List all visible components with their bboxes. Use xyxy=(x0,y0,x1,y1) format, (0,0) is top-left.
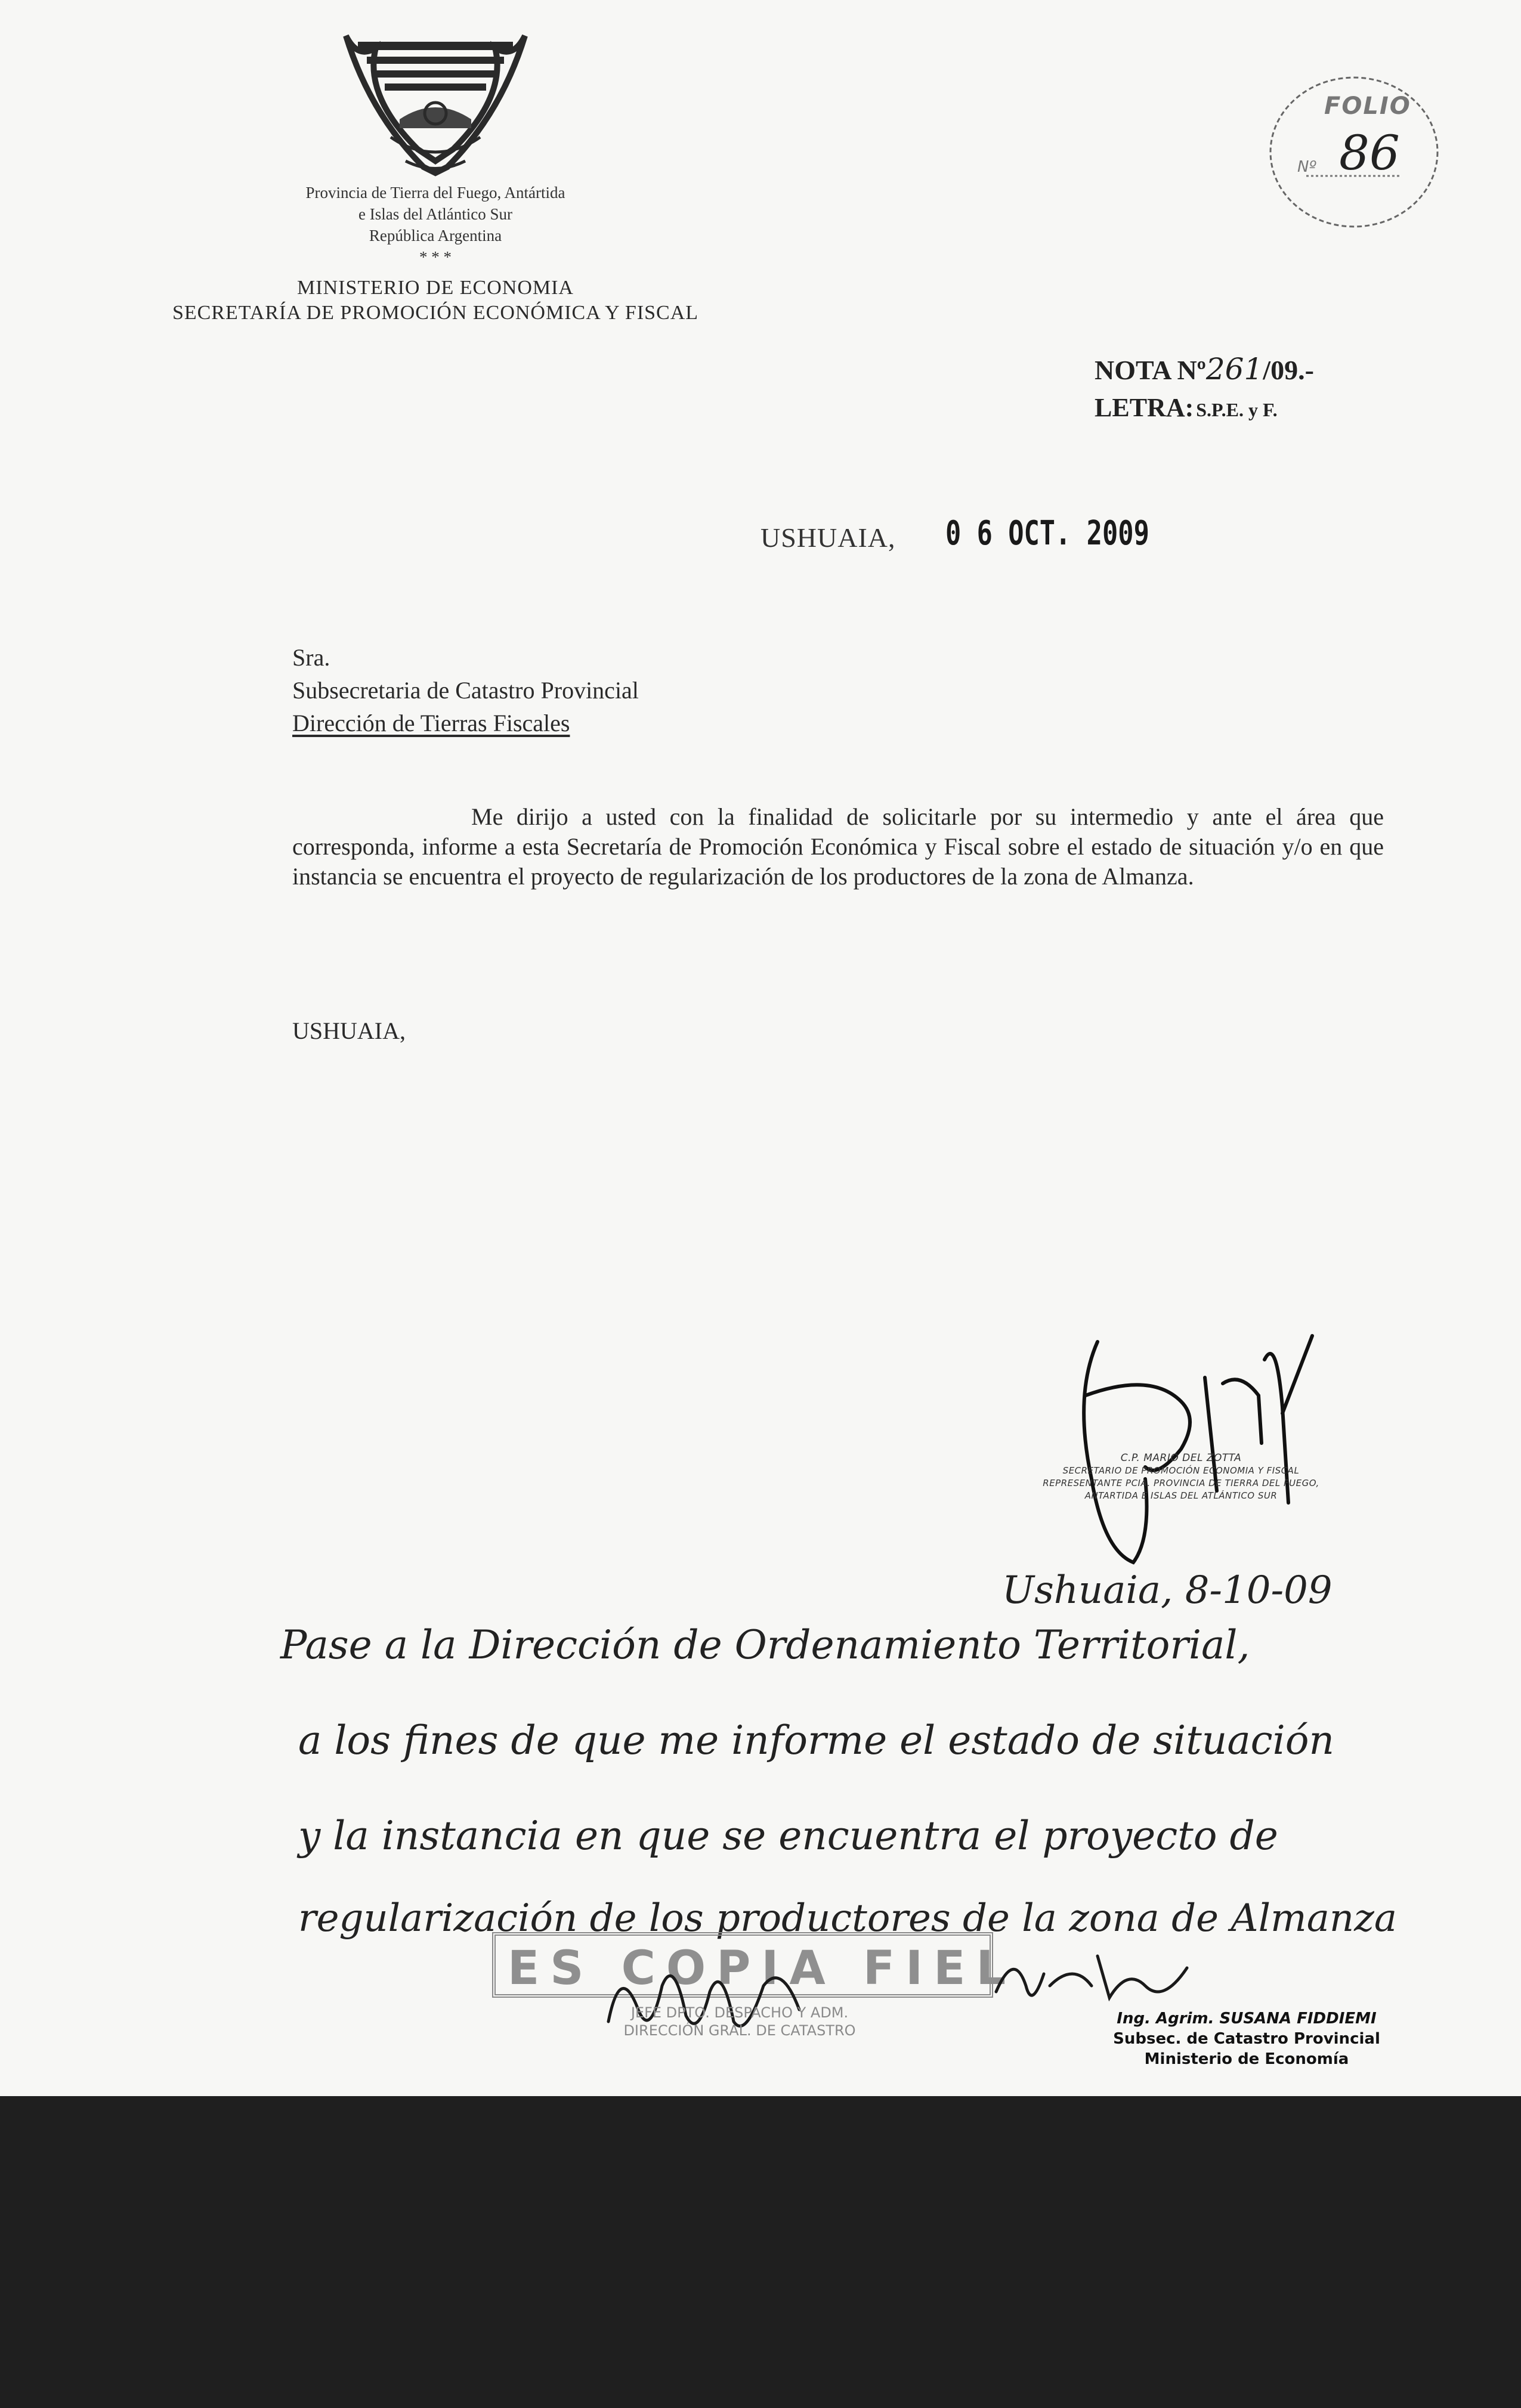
recipient-line-2: Dirección de Tierras Fiscales xyxy=(292,710,570,736)
signer-2-title-2: DIRECCIÓN GRAL. DE CATASTRO xyxy=(623,2022,856,2039)
date-stamp: 0 6 OCT. 2009 xyxy=(945,514,1149,553)
signer-1-title-3: ANTARTIDA E ISLAS DEL ATLÁNTICO SUR xyxy=(1084,1490,1278,1501)
recipient-salutation: Sra. xyxy=(292,644,330,671)
letra-label: LETRA: xyxy=(1095,393,1194,422)
signer-1-title-1: SECRETARIO DE PROMOCIÓN ECONOMIA Y FISCAL xyxy=(1062,1465,1300,1476)
letra-reference xyxy=(1095,392,1278,423)
folio-number: 86 xyxy=(1339,125,1400,181)
secretariat-name: SECRETARÍA DE PROMOCIÓN ECONÓMICA Y FISCAL xyxy=(172,302,699,324)
province-line-1: Provincia de Tierra del Fuego, Antártida xyxy=(305,184,565,202)
handwritten-line-1: Pase a la Dirección de Ordenamiento Territorial, xyxy=(280,1622,1250,1668)
recipient-line-1: Subsecretaria de Catastro Provincial xyxy=(292,677,639,704)
signer-2-title-1: JEFE DPTO. DESPACHO Y ADM. xyxy=(630,2004,849,2021)
signer-3-title-1: Subsec. de Catastro Provincial xyxy=(1113,2030,1380,2048)
date-city: USHUAIA, xyxy=(760,522,896,553)
ministry-name: MINISTERIO DE ECONOMIA xyxy=(297,277,574,299)
scanner-background xyxy=(0,2096,1521,2408)
signature-1 xyxy=(1062,1324,1336,1574)
signature-3-stamp xyxy=(1106,2008,1387,2069)
handwritten-line-2: a los fines de que me informe el estado de situación xyxy=(298,1717,1334,1763)
province-line-2: e Islas del Atlántico Sur xyxy=(358,205,512,223)
nota-suffix: /09.- xyxy=(1263,355,1314,385)
stars-line: * * * xyxy=(419,248,452,266)
provincial-emblem xyxy=(334,24,537,185)
folio-label: FOLIO xyxy=(1324,92,1411,120)
recipient-block xyxy=(292,641,639,739)
closing-city: USHUAIA, xyxy=(292,1017,406,1044)
signature-2-stamp xyxy=(596,2004,883,2039)
country-line: República Argentina xyxy=(369,227,502,244)
signer-1-name: C.P. MARIO DEL ZOTTA xyxy=(1120,1452,1242,1464)
letra-value: S.P.E. y F. xyxy=(1196,399,1278,420)
body-paragraph: Me dirijo a usted con la finalidad de solicitarle por su intermedio y ante el área que corresponda, informe a esta Secretaría de Promoción Económica y Fiscal sobre el estado de situación y/o en que instancia se encuentra el proyecto de regularización de los productores de la zona de Almanza. xyxy=(292,803,1384,890)
handwritten-date: Ushuaia, 8-10-09 xyxy=(1002,1568,1333,1612)
nota-number: 261 xyxy=(1205,352,1263,386)
nota-label: NOTA Nº xyxy=(1095,355,1206,385)
signature-1-stamp xyxy=(990,1452,1372,1502)
handwritten-line-3: y la instancia en que se encuentra el proyecto de xyxy=(298,1813,1278,1859)
folio-no-label: Nº xyxy=(1297,158,1316,176)
signer-1-title-2: REPRESENTANTE PCIA. PROVINCIA DE TIERRA DEL FUEGO, xyxy=(1043,1478,1319,1488)
copy-stamp-text: ES COPIA FIEL xyxy=(508,1942,1017,1995)
nota-reference xyxy=(1095,352,1314,386)
folio-stamp xyxy=(1265,72,1443,233)
signature-3 xyxy=(990,1938,1205,2016)
signer-3-title-2: Ministerio de Economía xyxy=(1144,2050,1349,2068)
handwritten-line-4: regularización de los productores de la zona de Almanza xyxy=(298,1896,1397,1940)
signer-3-name: Ing. Agrim. SUSANA FIDDIEMI xyxy=(1117,2010,1377,2028)
